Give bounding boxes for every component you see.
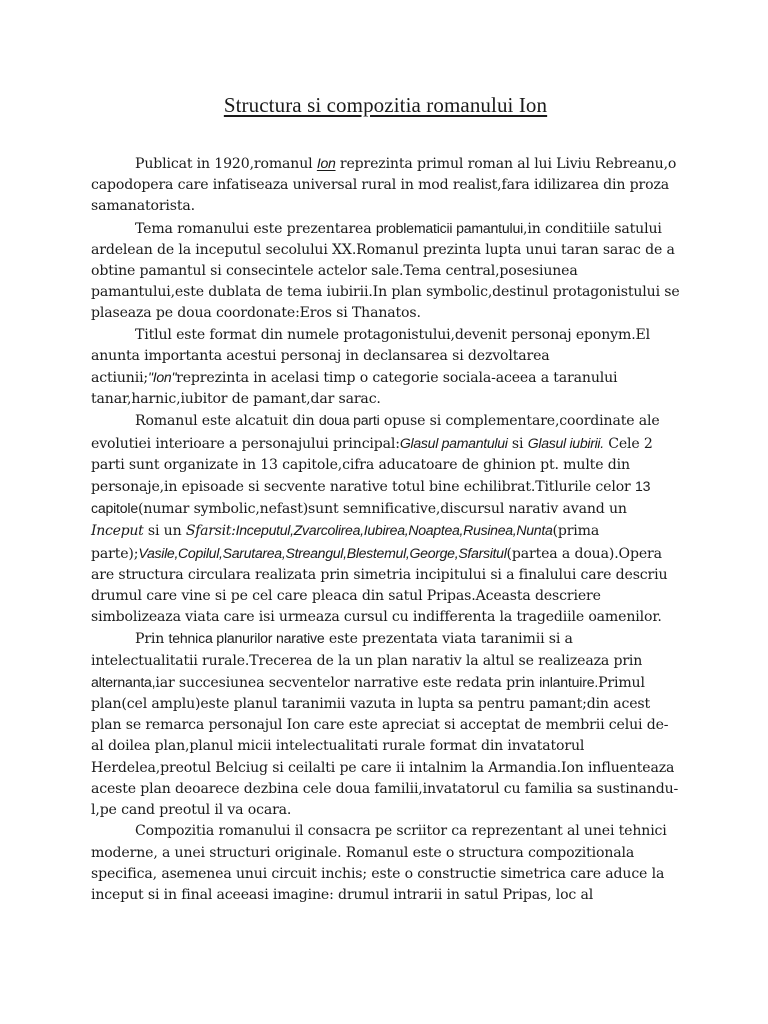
text-run: (partea a doua).Opera are structura circulara realizata prin simetria incipitului si a finalului care descriu drumul care vine si pe cel care pleaca din satul Pripas.Aceasta descriere simbolizeaza viata care isi urmeaza cursul cu indifferenta la tragediile oamenilor. xyxy=(91,545,668,626)
text-run: iar succesiunea secventelor narrative este redata prin xyxy=(155,674,540,691)
text-run: Publicat in 1920,romanul xyxy=(135,156,317,172)
text-run: si un xyxy=(143,523,186,540)
page-title: Structura si compozitia romanului Ion xyxy=(223,93,548,117)
chapters-part-two: Vasile,Copilul,Sarutarea,Streangul,Blestemul,George,Sfarsitul xyxy=(138,544,507,561)
chapters-part-one: Inceputul,Zvarcolirea,Iubirea,Noaptea,Rusinea,Nunta xyxy=(235,522,553,539)
text-run: Tema romanului este prezentarea xyxy=(135,220,376,237)
paragraph-structure xyxy=(91,410,680,628)
text-run: si xyxy=(507,435,528,452)
text-run: (numar symbolic,nefast)sunt semnificative,discursul narativ avand un xyxy=(137,501,627,518)
ion-quote-emphasis: "Ion" xyxy=(148,369,177,386)
paragraph-publication xyxy=(91,153,680,218)
keyword-inceput: Inceput xyxy=(91,523,144,540)
keyword-doua-parti: doua parti xyxy=(318,412,380,429)
text-run: (prima parte); xyxy=(91,523,600,562)
part-one-title: Glasul pamantului xyxy=(399,434,508,451)
text-run: ,in conditiile satului ardelean de la inceputul secolului XX.Romanul prezinta lupta unui taran sarac de a obtine pamantul si consecintele actelor sale.Tema central,posesiunea pamantului,este dublata de tema iubirii.In plan symbolic,destinul protagonistului se plaseaza pe doua coordonate:Eros si Thanatos. xyxy=(91,220,680,322)
text-run: Romanul este alcatuit din xyxy=(135,413,319,430)
text-run: Cele 2 parti sunt organizate in 13 capitole,cifra aducatoare de ghinion pt. multe din personaje,in episoade si secvente narative totul bine echilibrat.Titlurile celor xyxy=(91,435,653,496)
paragraph-theme xyxy=(91,218,680,325)
keyword-alternanta: alternanta, xyxy=(91,673,156,690)
keyword-13-capitole: 13 capitole xyxy=(91,478,651,517)
paragraph-narrative-planes xyxy=(91,628,680,821)
text-run: Titlul este format din numele protagonistului,devenit personaj eponym.El anunta importanta acestui personaj in declansarea si dezvoltarea actiunii; xyxy=(91,326,651,387)
title-ion-emphasis: Ion xyxy=(316,155,336,171)
text-run: reprezinta primul roman al lui Liviu Rebreanu,o capodopera care infatiseaza universal rural in mod realist,fara idilizarea din proza samanatorista. xyxy=(91,156,677,215)
text-run: Primul plan(cel amplu)este planul taranimii vazuta in lupta sa pentru pamant;din acest plan se remarca personajul Ion care este apreciat si acceptat de membrii celui de-al doilea plan,planul micii intelectualitati rurale format din invatatorul Herdelea,preotul Belciug si ceilalti pe care ii intalnim la Armandia.Ion influenteaza aceste plan deoarece dezbina cele doua familii,invatatorul cu familia sa sustinandu-l,pe cand preotul il va ocara. xyxy=(91,674,679,819)
text-run: este prezentata viata taranimii si a intelectualitatii rurale.Trecerea de la un plan narativ la altul se realizeaza prin xyxy=(91,631,643,669)
text-run: reprezinta in acelasi timp o categorie sociala-aceea a taranului tanar,harnic,iubitor de pamant,dar sarac. xyxy=(91,370,618,408)
part-two-title: Glasul iubirii. xyxy=(527,434,604,451)
paragraph-title xyxy=(91,325,680,411)
text-run: Prin xyxy=(135,631,169,648)
text-run: opuse si complementare,coordinate ale evolutiei interioare a personajului principal: xyxy=(91,413,660,452)
paragraph-composition: Compozitia romanului il consacra pe scriitor ca reprezentant al unei tehnici moderne, a unei structuri originale. Romanul este o structura compozitionala specifica, asemenea unui circuit inchis; este o constructie simetrica care aduce la inceput si in final aceeasi imagine: drumul intrarii in satul Pripas, loc al xyxy=(91,823,667,903)
keyword-sfarsit: Sfarsit: xyxy=(185,523,236,540)
keyword-pamantului: problematicii pamantului xyxy=(375,219,524,236)
keyword-tehnica: tehnica planurilor narative xyxy=(168,630,325,647)
keyword-inlantuire: inlantuire. xyxy=(539,673,599,690)
